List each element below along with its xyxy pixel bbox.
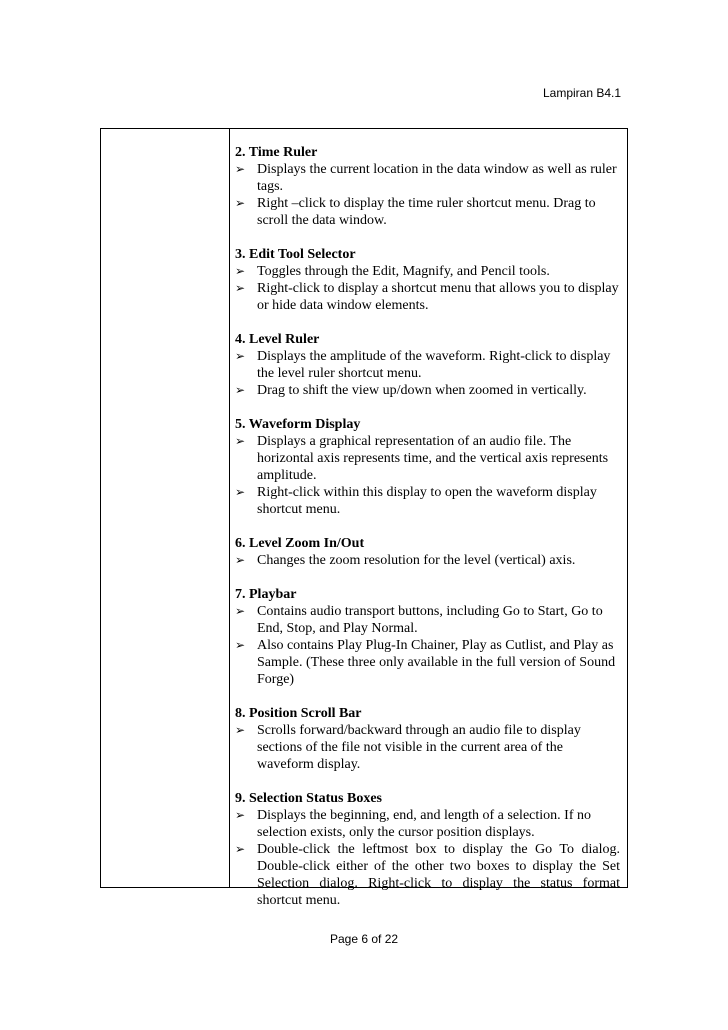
- bullet-text: Displays the amplitude of the waveform. Right-click to display the level ruler shortcut menu.: [257, 349, 611, 381]
- arrowhead-bullet-icon: ➢: [235, 162, 246, 176]
- section-title: 6. Level Zoom In/Out: [235, 536, 365, 551]
- list-item: [235, 841, 620, 909]
- list-item: [235, 161, 620, 195]
- arrowhead-bullet-icon: ➢: [235, 281, 246, 295]
- list-item: [235, 552, 620, 569]
- bullet-text: Double-click the leftmost box to display the Go To dialog. Double-click either of the other two boxes to display the Set Selection dialog. Right-click to display the status format shortcut menu.: [257, 842, 620, 908]
- bullet-text: Right –click to display the time ruler shortcut menu. Drag to scroll the data window.: [257, 196, 596, 228]
- arrowhead-bullet-icon: ➢: [235, 383, 246, 397]
- section-title: 8. Position Scroll Bar: [235, 706, 362, 721]
- arrowhead-bullet-icon: ➢: [235, 842, 246, 856]
- bullet-text: Contains audio transport buttons, including Go to Start, Go to End, Stop, and Play Normal.: [257, 604, 603, 636]
- arrowhead-bullet-icon: ➢: [235, 196, 246, 210]
- section-time-ruler: [235, 144, 620, 229]
- arrowhead-bullet-icon: ➢: [235, 264, 246, 278]
- section-playbar: [235, 586, 620, 688]
- list-item: [235, 348, 620, 382]
- bullet-text: Also contains Play Plug-In Chainer, Play as Cutlist, and Play as Sample. (These three only available in the full version of Sound Forge): [257, 638, 616, 687]
- bullet-text: Toggles through the Edit, Magnify, and Pencil tools.: [257, 264, 550, 279]
- bullet-text: Scrolls forward/backward through an audio file to display sections of the file not visible in the current area of the waveform display.: [257, 723, 581, 772]
- table-right-cell: [235, 144, 620, 926]
- list-item: [235, 484, 620, 518]
- section-title: 2. Time Ruler: [235, 145, 318, 160]
- list-item: [235, 433, 620, 484]
- list-item: [235, 280, 620, 314]
- section-edit-tool-selector: [235, 246, 620, 314]
- bullet-text: Drag to shift the view up/down when zoomed in vertically.: [257, 383, 587, 398]
- bullet-text: Displays the current location in the data window as well as ruler tags.: [257, 162, 617, 194]
- arrowhead-bullet-icon: ➢: [235, 553, 246, 567]
- list-item: [235, 722, 620, 773]
- section-title: 7. Playbar: [235, 587, 297, 602]
- page-number: Page 6 of 22: [330, 932, 399, 946]
- arrowhead-bullet-icon: ➢: [235, 485, 246, 499]
- bullet-text: Right-click to display a shortcut menu that allows you to display or hide data window elements.: [257, 281, 619, 313]
- arrowhead-bullet-icon: ➢: [235, 434, 246, 448]
- section-title: 5. Waveform Display: [235, 417, 361, 432]
- bullet-text: Right-click within this display to open the waveform display shortcut menu.: [257, 485, 597, 517]
- list-item: [235, 195, 620, 229]
- section-title: 3. Edit Tool Selector: [235, 247, 356, 262]
- section-selection-status-boxes: [235, 790, 620, 909]
- arrowhead-bullet-icon: ➢: [235, 638, 246, 652]
- section-title: 4. Level Ruler: [235, 332, 320, 347]
- list-item: [235, 382, 620, 399]
- list-item: [235, 807, 620, 841]
- table-column-divider: [229, 128, 230, 888]
- bullet-text: Displays the beginning, end, and length of a selection. If no selection exists, only the cursor position displays.: [257, 808, 591, 840]
- bullet-text: Displays a graphical representation of an audio file. The horizontal axis represents time, and the vertical axis represents amplitude.: [257, 434, 609, 483]
- arrowhead-bullet-icon: ➢: [235, 723, 246, 737]
- list-item: [235, 603, 620, 637]
- appendix-label: Lampiran B4.1: [543, 86, 622, 100]
- arrowhead-bullet-icon: ➢: [235, 604, 246, 618]
- arrowhead-bullet-icon: ➢: [235, 808, 246, 822]
- section-position-scroll-bar: [235, 705, 620, 773]
- list-item: [235, 263, 620, 280]
- section-level-zoom: [235, 535, 620, 569]
- section-level-ruler: [235, 331, 620, 399]
- section-waveform-display: [235, 416, 620, 518]
- bullet-text: Changes the zoom resolution for the level (vertical) axis.: [257, 553, 576, 568]
- arrowhead-bullet-icon: ➢: [235, 349, 246, 363]
- list-item: [235, 637, 620, 688]
- section-title: 9. Selection Status Boxes: [235, 791, 382, 806]
